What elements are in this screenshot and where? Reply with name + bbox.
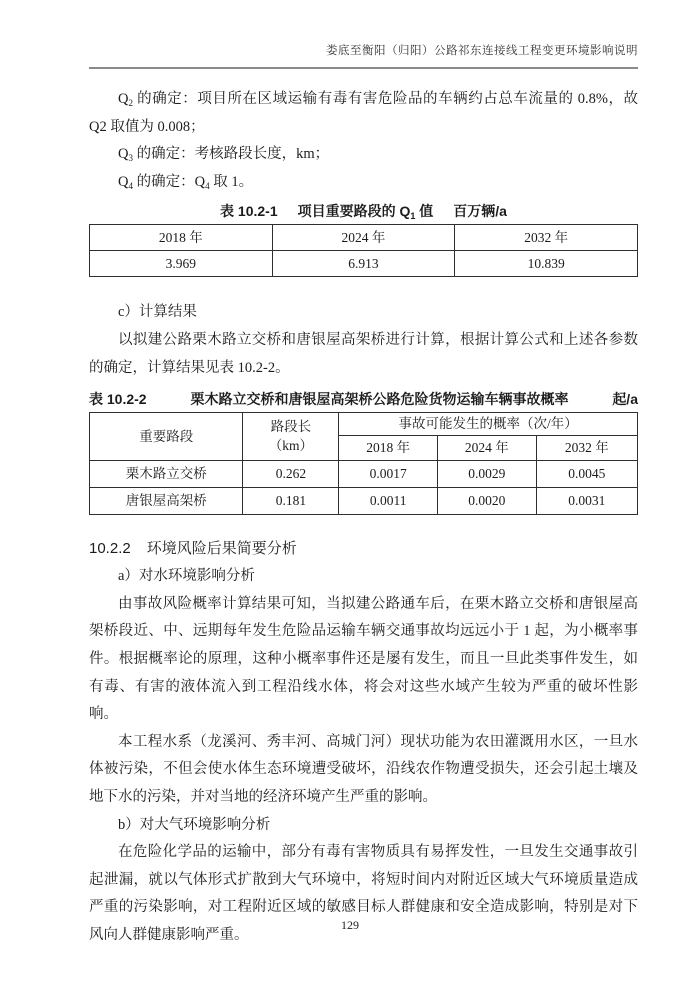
table1-value-row: [90, 251, 638, 277]
table2-caption-title: 栗木路立交桥和唐银屋高架桥公路危险货物运输车辆事故概率: [190, 391, 569, 408]
q4-subscript: 4: [128, 180, 133, 191]
table2-cell-2018: 0.0011: [339, 488, 438, 515]
table1-header-2018: 2018 年: [90, 225, 273, 251]
table2-header-probability-group: 事故可能发生的概率（次/年）: [339, 413, 638, 436]
table2-cell-2024: 0.0020: [437, 488, 536, 515]
table2-cell-length: 0.262: [243, 461, 339, 488]
table1-caption-unit: 百万辆/a: [453, 203, 507, 220]
q3-symbol: Q: [118, 146, 129, 163]
table1-header-row: [90, 225, 638, 251]
table1-header-2024: 2024 年: [272, 225, 455, 251]
table2-header-length-line1: 路段长: [270, 419, 312, 435]
q4-subscript-2: 4: [205, 180, 210, 191]
q4-text: 取 1。: [209, 173, 254, 190]
paragraph-calc: 以拟建公路栗木路立交桥和唐银屋高架桥进行计算，根据计算公式和上述各参数的确定，计算结果见表 10.2-2。: [89, 331, 638, 376]
subheading-calc-result: c）计算结果: [118, 304, 197, 321]
q4-text-mid: 的确定：Q: [132, 173, 206, 190]
section-title: 环境风险后果简要分析: [146, 540, 297, 558]
running-header: 娄底至衡阳（归阳）公路祁东连接线工程变更环境影响说明: [89, 42, 638, 69]
q2-symbol: Q: [118, 91, 129, 107]
table2-caption: [89, 386, 638, 412]
table2-header-segment: 重要路段: [90, 413, 243, 461]
paragraph-q3-definition: [89, 141, 638, 169]
q4-symbol: Q: [118, 173, 129, 190]
section-heading-10-2-2: [89, 535, 638, 563]
table-accident-probability: [89, 412, 638, 515]
q3-subscript: 3: [128, 153, 133, 164]
table1-value-2024: 6.913: [272, 251, 455, 277]
table1-caption-title: [298, 198, 434, 224]
table2-cell-2024: 0.0029: [437, 461, 536, 488]
table2-header-2024: 2024 年: [437, 436, 536, 461]
paragraph-water-1: 由事故风险概率计算结果可知，当拟建公路通车后，在栗木路立交桥和唐银屋高架桥段近、中、远期每年发生危险品运输车辆交通事故均远远小于 1 起，为小概率事件。根据概率论的原理，这种小概率事件还是屡有发生，而且一旦此类事件发生，如有毒、有害的液体流入到工程沿线水体，将会对这些水域产生较为严重的破坏性影响。: [89, 595, 638, 723]
q2-text: 的确定：项目所在区域运输有毒有害危险品的车辆约占总车流量的 0.8%，故 Q2 取值为 0.008；: [89, 91, 638, 135]
page-number: 129: [341, 918, 359, 932]
table1-value-2018: 3.969: [90, 251, 273, 277]
table2-caption-label: 表 10.2-2: [89, 391, 147, 408]
paragraph-q4-definition: [89, 169, 638, 197]
table2-cell-name: 栗木路立交桥: [90, 461, 243, 488]
table2-cell-2032: 0.0045: [536, 461, 637, 488]
table2-row-tangyinwu: [90, 488, 638, 515]
q2-subscript: 2: [128, 98, 133, 108]
subheading-water-impact: a）对水环境影响分析: [118, 568, 255, 585]
table2-row-limuluqiao: [90, 461, 638, 488]
table2-caption-unit: 起/a: [612, 391, 638, 408]
table2-cell-2032: 0.0031: [536, 488, 637, 515]
section-number: 10.2.2: [89, 540, 131, 558]
table2-header-2018: 2018 年: [339, 436, 438, 461]
paragraph-q2-definition: [89, 86, 638, 141]
table1-caption-label: 表 10.2-1: [220, 203, 278, 220]
q3-text: 的确定：考核路段长度，km；: [132, 146, 330, 163]
table2-cell-2018: 0.0017: [339, 461, 438, 488]
table1-caption-q1-subscript: 1: [410, 211, 416, 222]
table1-caption-title-post: 值: [415, 203, 434, 220]
table2-header-length-line2: （km）: [268, 437, 314, 453]
subheading-air-impact: b）对大气环境影响分析: [118, 816, 271, 833]
table-q1-values: [89, 224, 638, 277]
table2-cell-length: 0.181: [243, 488, 339, 515]
paragraph-water-2: 本工程水系（龙溪河、秀丰河、高城门河）现状功能为农田灌溉用水区，一旦水体被污染，不但会使水体生态环境遭受破坏，沿线农作物遭受损失，还会引起土壤及地下水的污染，并对当地的经济环境产生严重的影响。: [89, 733, 638, 805]
table1-header-2032: 2032 年: [455, 225, 638, 251]
table2-header-2032: 2032 年: [536, 436, 637, 461]
table2-header-length: [243, 413, 339, 461]
table1-caption-title-pre: 项目重要路段的 Q: [297, 203, 411, 220]
table2-header-row-1: [90, 413, 638, 436]
table1-value-2032: 10.839: [455, 251, 638, 277]
paragraph-air: 在危险化学品的运输中，部分有毒有害物质具有易挥发性，一旦发生交通事故引起泄漏，就以气体形式扩散到大气环境中，将短时间内对附近区域大气环境质量造成严重的污染影响，对工程附近区域的敏感目标人群健康和安全造成影响，特别是对下风向人群健康影响严重。: [89, 844, 638, 943]
page-content: [89, 86, 638, 949]
table2-cell-name: 唐银屋高架桥: [90, 488, 243, 515]
table1-caption: [89, 198, 638, 224]
